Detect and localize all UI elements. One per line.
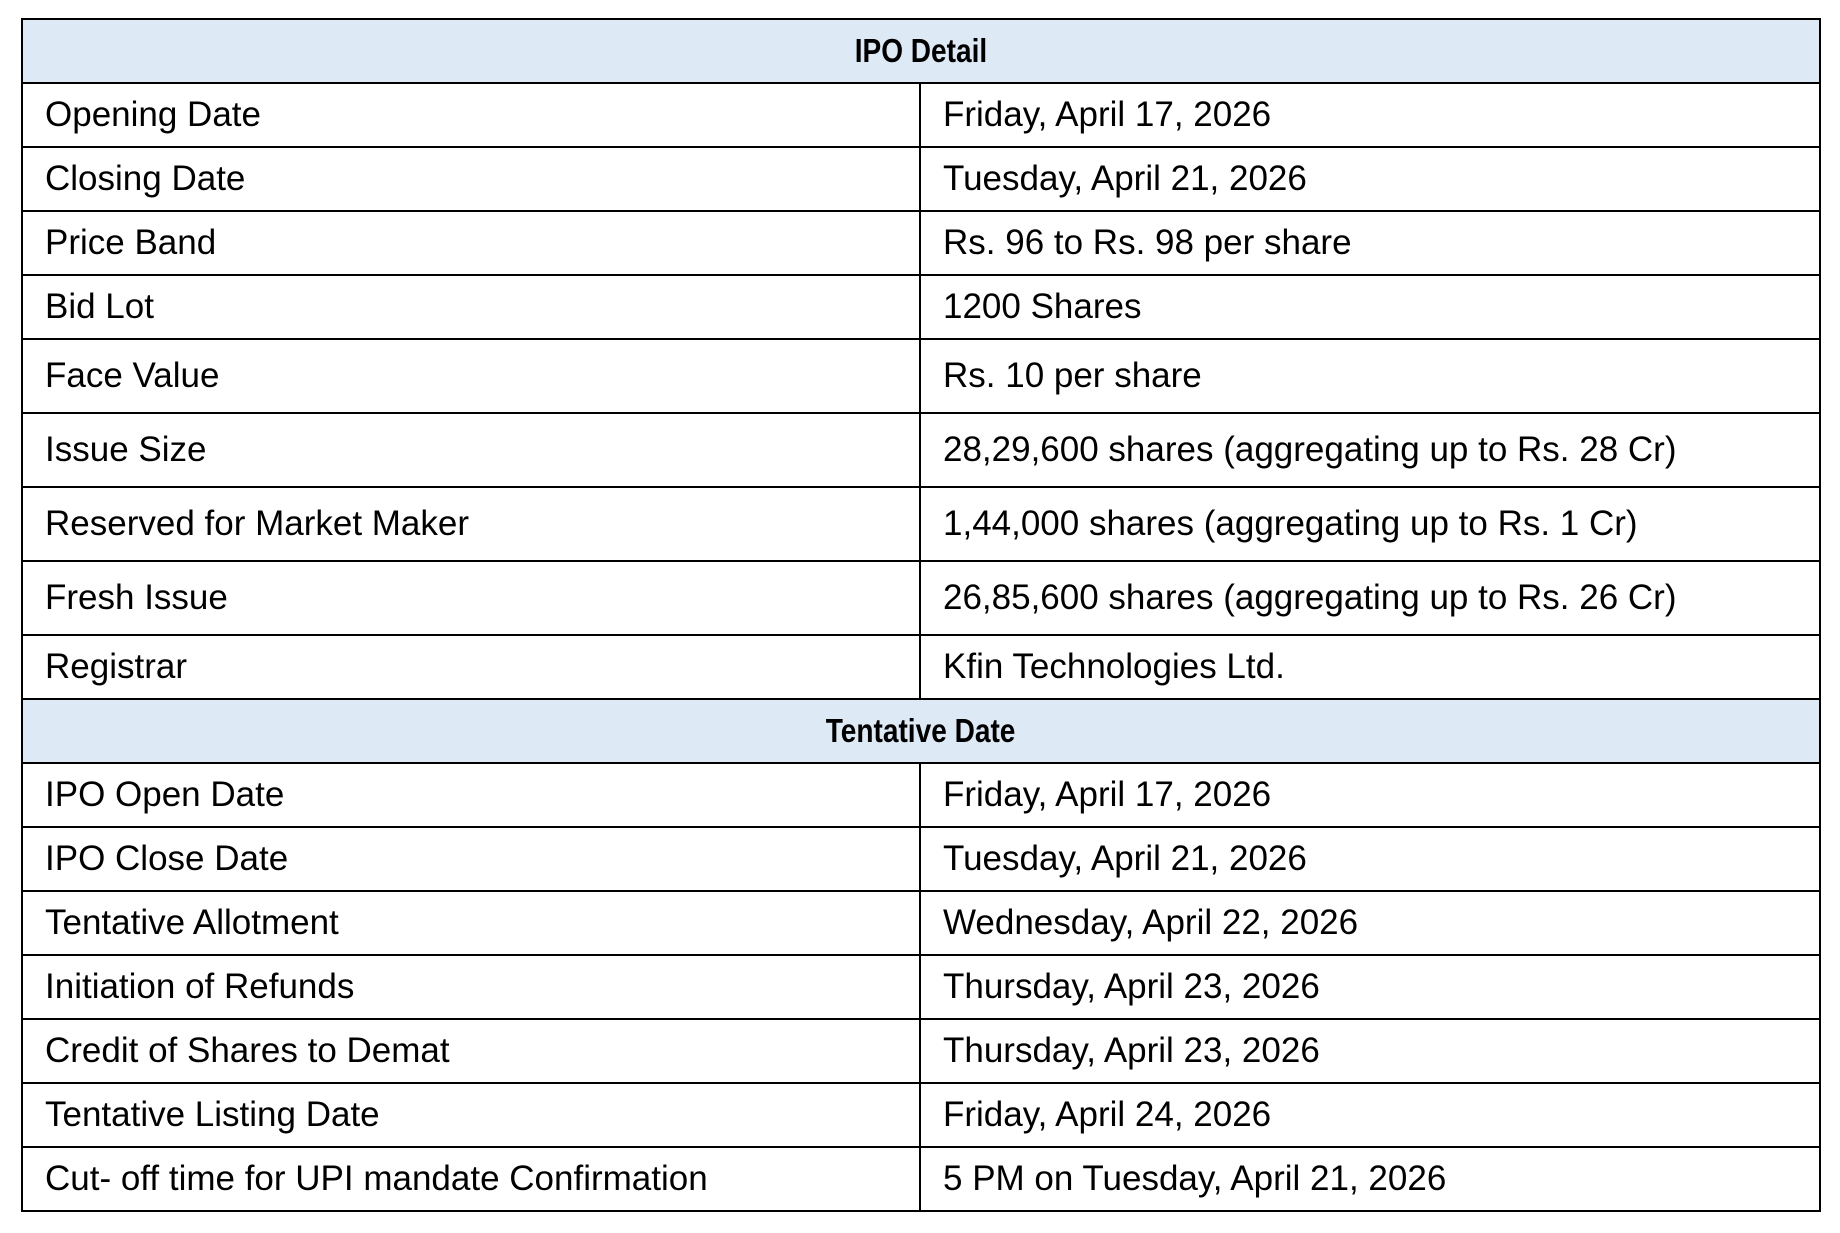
row-value: Kfin Technologies Ltd. — [920, 635, 1820, 699]
row-value: Thursday, April 23, 2026 — [920, 955, 1820, 1019]
row-value: Friday, April 17, 2026 — [920, 763, 1820, 827]
table-row — [22, 763, 1820, 827]
section-title-text: Tentative Date — [826, 712, 1016, 749]
table-row — [22, 339, 1820, 413]
section-title — [22, 19, 1820, 83]
table-row — [22, 211, 1820, 275]
row-value: Rs. 10 per share — [920, 339, 1820, 413]
row-value: Tuesday, April 21, 2026 — [920, 147, 1820, 211]
row-label: Opening Date — [22, 83, 920, 147]
row-label: Tentative Allotment — [22, 891, 920, 955]
table-row — [22, 275, 1820, 339]
row-label: IPO Open Date — [22, 763, 920, 827]
table-row — [22, 413, 1820, 487]
row-label: Credit of Shares to Demat — [22, 1019, 920, 1083]
row-label: Closing Date — [22, 147, 920, 211]
row-label: Fresh Issue — [22, 561, 920, 635]
row-value: Tuesday, April 21, 2026 — [920, 827, 1820, 891]
row-label: Initiation of Refunds — [22, 955, 920, 1019]
table-row — [22, 83, 1820, 147]
row-value: 1200 Shares — [920, 275, 1820, 339]
row-value: Wednesday, April 22, 2026 — [920, 891, 1820, 955]
table-row — [22, 827, 1820, 891]
ipo-detail-table — [21, 18, 1821, 1212]
table-row — [22, 635, 1820, 699]
section-title-text: IPO Detail — [854, 32, 988, 69]
row-value: 26,85,600 shares (aggregating up to Rs. 26 Cr) — [920, 561, 1820, 635]
table-row — [22, 1147, 1820, 1211]
section-header — [22, 19, 1820, 83]
table-row — [22, 487, 1820, 561]
row-value: Friday, April 24, 2026 — [920, 1083, 1820, 1147]
table-row — [22, 147, 1820, 211]
row-label: Bid Lot — [22, 275, 920, 339]
row-value: Friday, April 17, 2026 — [920, 83, 1820, 147]
section-header — [22, 699, 1820, 763]
table-row — [22, 891, 1820, 955]
row-label: Registrar — [22, 635, 920, 699]
section-title — [22, 699, 1820, 763]
row-label: IPO Close Date — [22, 827, 920, 891]
table-row — [22, 1019, 1820, 1083]
row-label: Price Band — [22, 211, 920, 275]
row-label: Tentative Listing Date — [22, 1083, 920, 1147]
table-row — [22, 955, 1820, 1019]
table-row — [22, 1083, 1820, 1147]
row-value: 5 PM on Tuesday, April 21, 2026 — [920, 1147, 1820, 1211]
table-row — [22, 561, 1820, 635]
row-label: Face Value — [22, 339, 920, 413]
row-label: Issue Size — [22, 413, 920, 487]
row-value: 28,29,600 shares (aggregating up to Rs. 28 Cr) — [920, 413, 1820, 487]
row-label: Reserved for Market Maker — [22, 487, 920, 561]
row-value: Rs. 96 to Rs. 98 per share — [920, 211, 1820, 275]
row-label: Cut- off time for UPI mandate Confirmation — [22, 1147, 920, 1211]
row-value: Thursday, April 23, 2026 — [920, 1019, 1820, 1083]
row-value: 1,44,000 shares (aggregating up to Rs. 1 Cr) — [920, 487, 1820, 561]
